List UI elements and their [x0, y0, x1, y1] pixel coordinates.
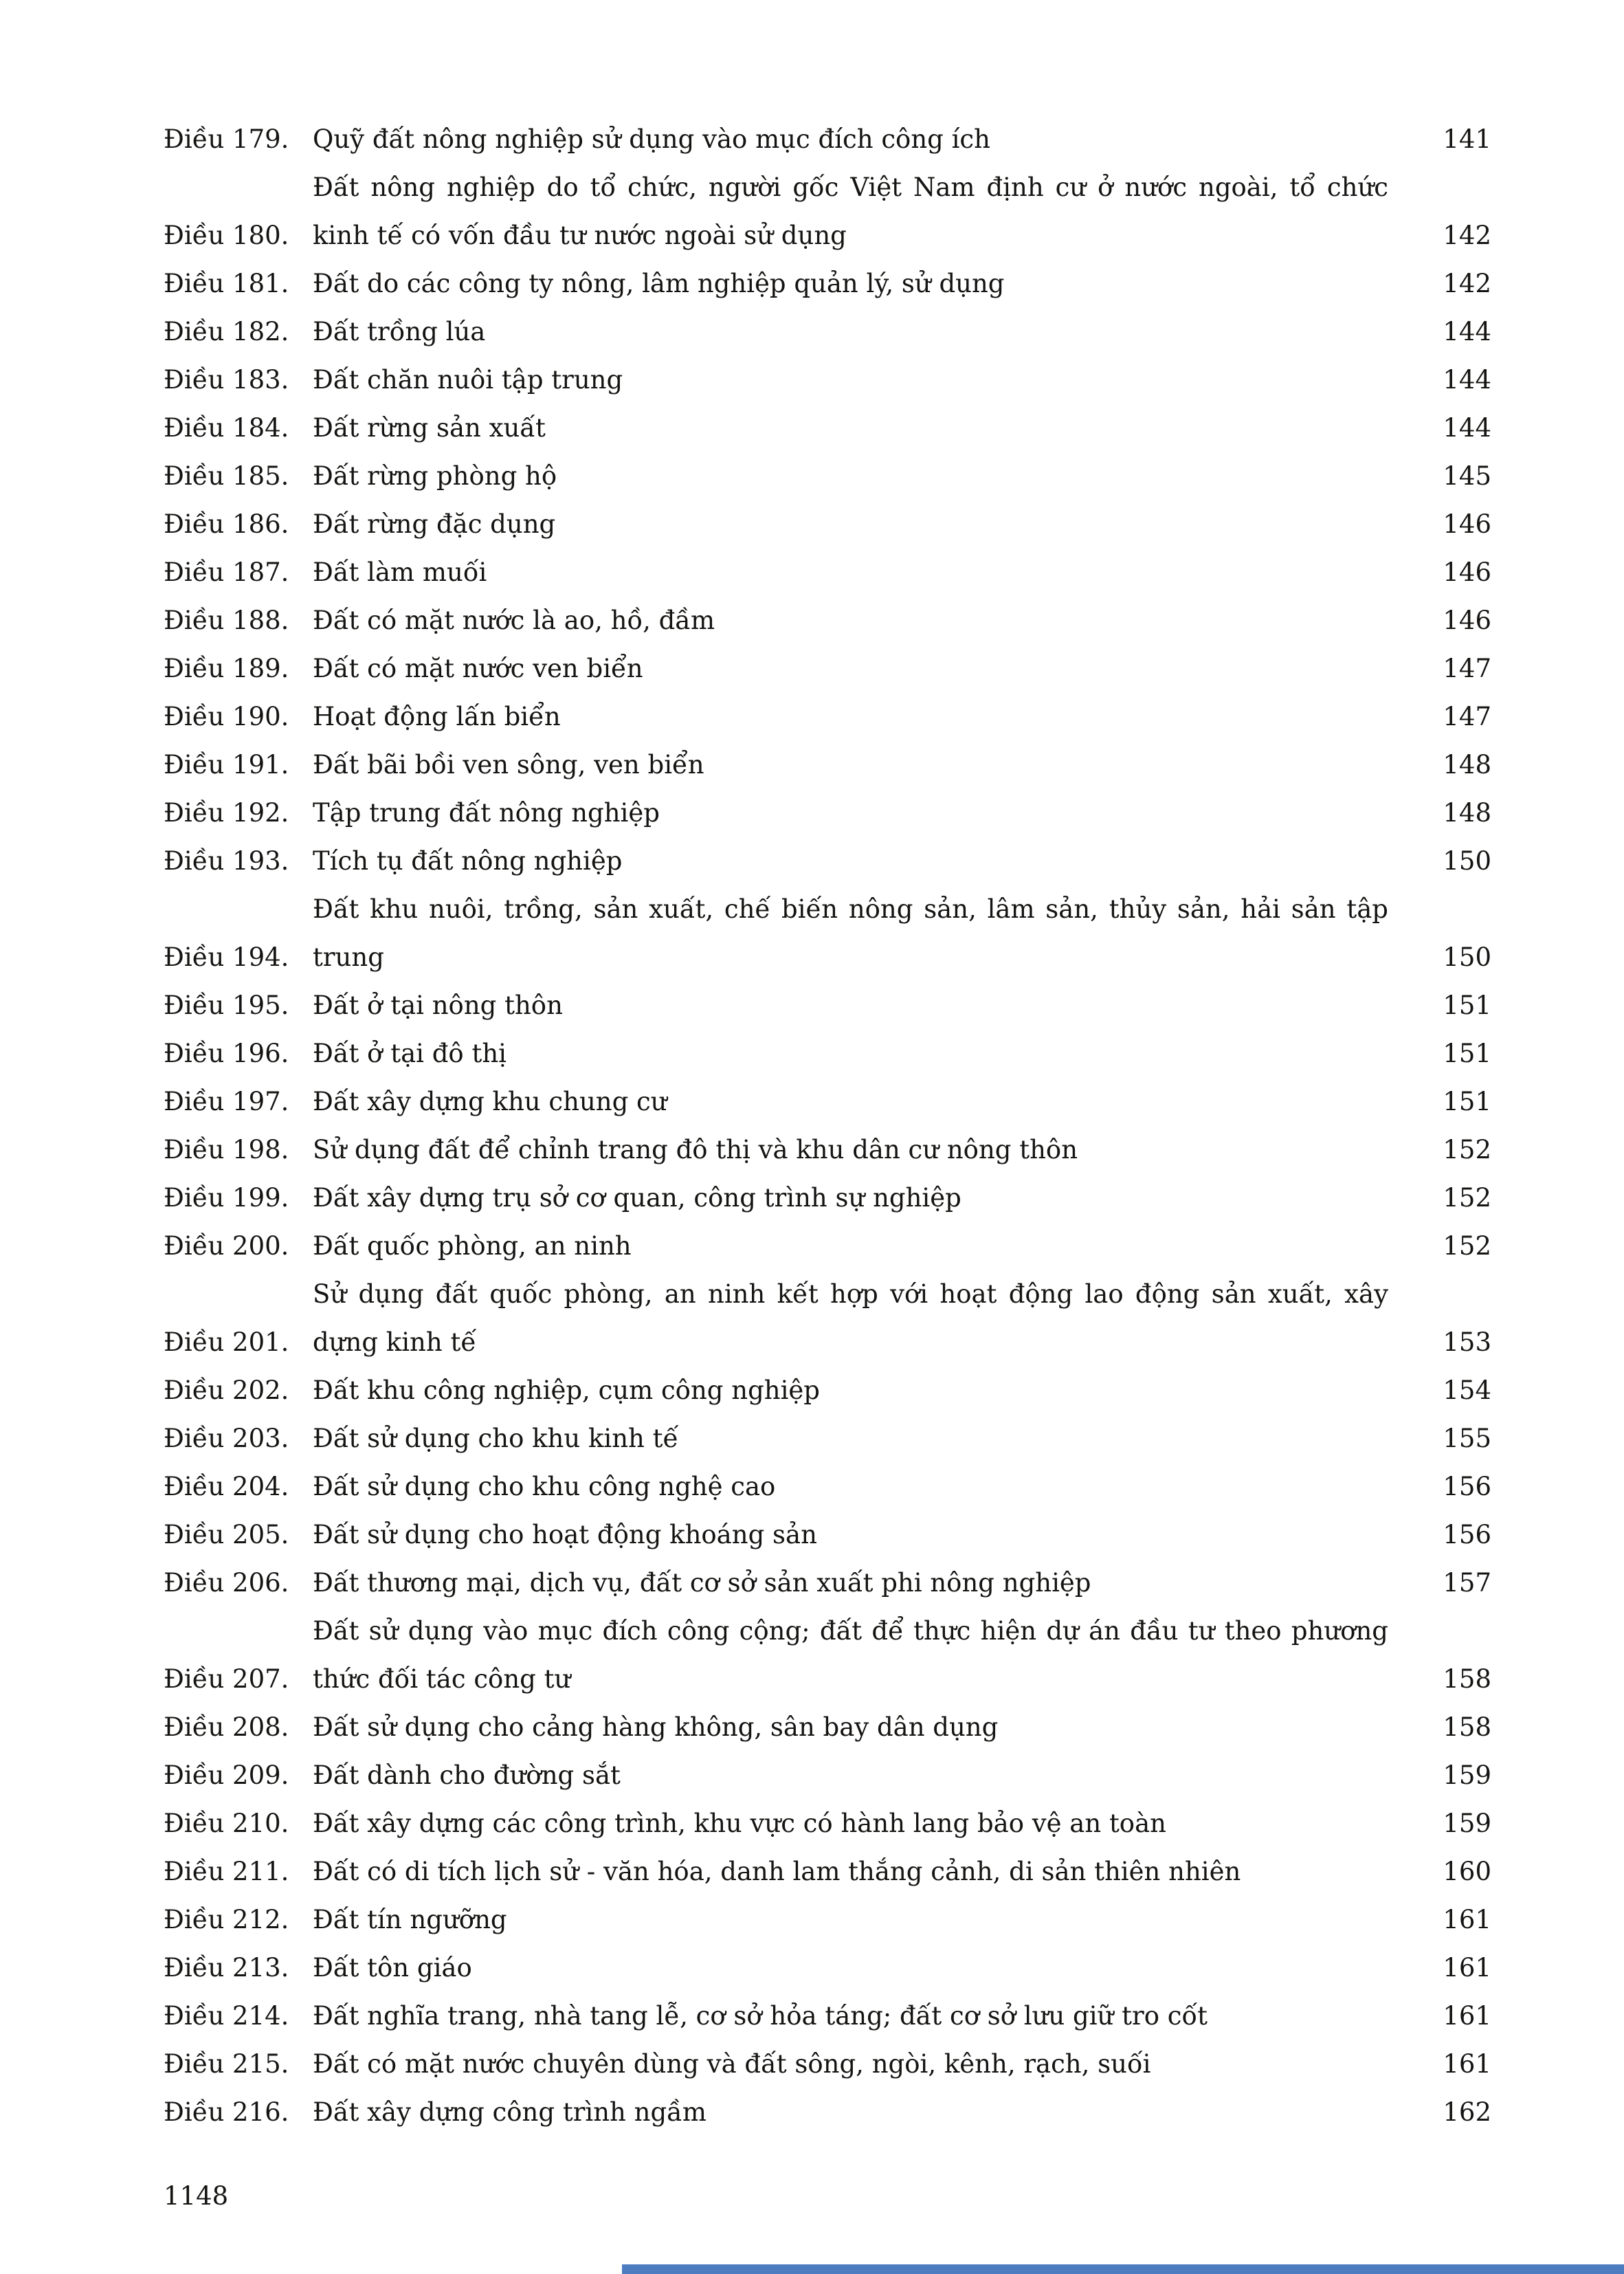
toc-entry	[164, 1703, 1491, 1752]
toc-entry-label: Điều 214.	[164, 2001, 289, 2031]
toc-entry-title: Sử dụng đất quốc phòng, an ninh kết hợp với hoạt động lao động sản xuất, xây dựng kinh tế	[313, 1279, 1388, 1357]
toc-entry-title: Đất sử dụng cho hoạt động khoáng sản	[313, 1520, 817, 1549]
toc-entry-title: Đất tôn giáo	[313, 1953, 472, 1983]
toc-entry-page: 144	[1443, 413, 1491, 443]
toc-entry-page: 161	[1443, 1905, 1491, 1934]
toc-entry-label: Điều 199.	[164, 1183, 289, 1213]
toc-entry-page: 154	[1443, 1376, 1491, 1405]
toc-entry-label: Điều 213.	[164, 1953, 289, 1983]
toc-entry-label: Điều 202.	[164, 1376, 289, 1405]
toc-entry-page: 142	[1443, 221, 1491, 250]
toc-entry	[164, 1126, 1491, 1174]
toc-entry-page: 155	[1443, 1424, 1491, 1453]
toc-entry-label: Điều 179.	[164, 124, 289, 154]
toc-entry-title: Đất khu nuôi, trồng, sản xuất, chế biến nông sản, lâm sản, thủy sản, hải sản tập trung	[313, 894, 1388, 972]
toc-entry-label: Điều 196.	[164, 1039, 289, 1068]
toc-entry-label: Điều 187.	[164, 558, 289, 587]
toc-entry-label: Điều 210.	[164, 1809, 289, 1838]
toc-entry	[164, 1367, 1491, 1415]
toc-entry-title: Đất có mặt nước ven biển	[313, 654, 643, 683]
toc-entry-label: Điều 204.	[164, 1472, 289, 1501]
toc-entry-page: 153	[1443, 1327, 1491, 1357]
toc-entry-label: Điều 183.	[164, 365, 289, 395]
toc-entry	[164, 2040, 1491, 2088]
toc-entry-page: 152	[1443, 1135, 1491, 1164]
toc-entry-title: Hoạt động lấn biển	[313, 702, 561, 731]
toc-entry-title: Quỹ đất nông nghiệp sử dụng vào mục đích công ích	[313, 124, 990, 154]
toc-entry	[164, 645, 1491, 693]
toc-entry-label: Điều 192.	[164, 798, 289, 828]
toc-entry-title: Đất ở tại nông thôn	[313, 991, 563, 1020]
toc-entry-page: 151	[1443, 1087, 1491, 1116]
toc-entry-title: Đất sử dụng cho khu công nghệ cao	[313, 1472, 776, 1501]
toc-entry	[164, 452, 1491, 500]
toc-entry-title: Đất rừng phòng hộ	[313, 461, 557, 491]
toc-entry-page: 145	[1443, 461, 1491, 491]
toc-entry-page: 150	[1443, 942, 1491, 972]
toc-entry-title: Tích tụ đất nông nghiệp	[313, 846, 623, 876]
toc-entry-label: Điều 189.	[164, 654, 289, 683]
toc-entry-page: 161	[1443, 1953, 1491, 1983]
toc-entry-title: Đất bãi bồi ven sông, ven biển	[313, 750, 704, 780]
toc-entry-label: Điều 193.	[164, 846, 289, 876]
toc-entry-page: 147	[1443, 654, 1491, 683]
toc-entry	[164, 1270, 1491, 1367]
toc-entry-title: Đất dành cho đường sắt	[313, 1760, 621, 1790]
toc-entry	[164, 549, 1491, 597]
toc-entry-title: Đất quốc phòng, an ninh	[313, 1231, 632, 1261]
toc-entry-page: 157	[1443, 1568, 1491, 1598]
toc-entry-page: 141	[1443, 124, 1491, 154]
toc-entry	[164, 1559, 1491, 1607]
toc-entry-title: Tập trung đất nông nghiệp	[313, 798, 660, 828]
footer-accent-bar	[622, 2264, 1624, 2274]
toc-entry-title: Đất có di tích lịch sử - văn hóa, danh lam thắng cảnh, di sản thiên nhiên	[313, 1857, 1241, 1886]
toc-entry	[164, 1463, 1491, 1511]
toc-entry-label: Điều 211.	[164, 1857, 289, 1886]
toc-entry-page: 142	[1443, 269, 1491, 298]
toc-entry	[164, 356, 1491, 404]
toc-entry-title: Đất tín ngưỡng	[313, 1905, 507, 1934]
toc-entry-page: 146	[1443, 558, 1491, 587]
toc-entry-page: 158	[1443, 1712, 1491, 1742]
toc-entry-page: 158	[1443, 1664, 1491, 1694]
toc-entry-page: 159	[1443, 1809, 1491, 1838]
toc-entry	[164, 1511, 1491, 1559]
toc-entry-label: Điều 200.	[164, 1231, 289, 1261]
toc-entry-label: Điều 209.	[164, 1760, 289, 1790]
toc-entry	[164, 1992, 1491, 2040]
toc-entry-title: Đất khu công nghiệp, cụm công nghiệp	[313, 1376, 820, 1405]
toc-entry-label: Điều 188.	[164, 606, 289, 635]
toc-entry-title: Đất rừng sản xuất	[313, 413, 546, 443]
toc-entry-label: Điều 212.	[164, 1905, 289, 1934]
toc-entry	[164, 1174, 1491, 1222]
toc-entry-title: Đất trồng lúa	[313, 317, 486, 346]
toc-entry	[164, 789, 1491, 837]
toc-entry-label: Điều 195.	[164, 991, 289, 1020]
toc-entry-title: Đất xây dựng trụ sở cơ quan, công trình sự nghiệp	[313, 1183, 961, 1213]
toc-entry-page: 151	[1443, 1039, 1491, 1068]
toc-entry-label: Điều 208.	[164, 1712, 289, 1742]
toc-entry-title: Sử dụng đất để chỉnh trang đô thị và khu dân cư nông thôn	[313, 1135, 1078, 1164]
toc-entry	[164, 1030, 1491, 1078]
toc-entry-label: Điều 203.	[164, 1424, 289, 1453]
toc-entry-page: 147	[1443, 702, 1491, 731]
toc-entry-label: Điều 191.	[164, 750, 289, 780]
toc-entry-page: 160	[1443, 1857, 1491, 1886]
toc-entry-title: Đất xây dựng công trình ngầm	[313, 2097, 707, 2127]
toc-entry-page: 151	[1443, 991, 1491, 1020]
toc-entry-title: Đất nông nghiệp do tổ chức, người gốc Việt Nam định cư ở nước ngoài, tổ chức kinh tế có vốn đầu tư nước ngoài sử dụng	[313, 173, 1388, 250]
toc-entry-title: Đất thương mại, dịch vụ, đất cơ sở sản xuất phi nông nghiệp	[313, 1568, 1091, 1598]
toc-entry-title: Đất sử dụng vào mục đích công cộng; đất để thực hiện dự án đầu tư theo phương thức đối tác công tư	[313, 1616, 1388, 1694]
toc-entry-label: Điều 180.	[164, 221, 289, 250]
toc-entry	[164, 1944, 1491, 1992]
toc-entry	[164, 2088, 1491, 2137]
toc-entry	[164, 885, 1491, 982]
toc-entry-label: Điều 201.	[164, 1327, 289, 1357]
toc-entry	[164, 1415, 1491, 1463]
toc-entry	[164, 500, 1491, 549]
toc-entry	[164, 1896, 1491, 1944]
toc-entry	[164, 1752, 1491, 1800]
toc-entry-label: Điều 184.	[164, 413, 289, 443]
toc-entry-label: Điều 198.	[164, 1135, 289, 1164]
toc-entry-page: 144	[1443, 317, 1491, 346]
page-number: 1148	[164, 2181, 229, 2211]
toc-entry-title: Đất nghĩa trang, nhà tang lễ, cơ sở hỏa táng; đất cơ sở lưu giữ tro cốt	[313, 2001, 1208, 2031]
toc-entry-title: Đất ở tại đô thị	[313, 1039, 507, 1068]
toc-entry-page: 146	[1443, 606, 1491, 635]
toc-entry-label: Điều 215.	[164, 2049, 289, 2079]
toc-entry-title: Đất có mặt nước là ao, hồ, đầm	[313, 606, 715, 635]
toc-entry-label: Điều 181.	[164, 269, 289, 298]
toc-entry	[164, 1222, 1491, 1270]
toc-entry	[164, 837, 1491, 885]
toc-entry	[164, 164, 1491, 260]
toc-entry	[164, 1607, 1491, 1703]
toc-entry-title: Đất sử dụng cho cảng hàng không, sân bay dân dụng	[313, 1712, 999, 1742]
toc-entry	[164, 1848, 1491, 1896]
toc-entry-title: Đất làm muối	[313, 558, 487, 587]
toc-entry-label: Điều 206.	[164, 1568, 289, 1598]
toc-entry	[164, 1078, 1491, 1126]
toc-entry-page: 148	[1443, 798, 1491, 828]
toc-entry-page: 161	[1443, 2049, 1491, 2079]
toc-entry-page: 156	[1443, 1520, 1491, 1549]
toc-list	[164, 115, 1491, 2137]
toc-entry	[164, 260, 1491, 308]
toc-entry-page: 150	[1443, 846, 1491, 876]
toc-entry-label: Điều 194.	[164, 942, 289, 972]
toc-entry-title: Đất xây dựng các công trình, khu vực có hành lang bảo vệ an toàn	[313, 1809, 1166, 1838]
toc-entry-title: Đất sử dụng cho khu kinh tế	[313, 1424, 679, 1453]
toc-entry-title: Đất chăn nuôi tập trung	[313, 365, 623, 395]
toc-entry-page: 156	[1443, 1472, 1491, 1501]
toc-entry-page: 162	[1443, 2097, 1491, 2127]
toc-entry-title: Đất có mặt nước chuyên dùng và đất sông, ngòi, kênh, rạch, suối	[313, 2049, 1151, 2079]
toc-entry	[164, 1800, 1491, 1848]
toc-entry	[164, 597, 1491, 645]
toc-entry	[164, 115, 1491, 164]
toc-entry-page: 161	[1443, 2001, 1491, 2031]
toc-entry	[164, 404, 1491, 452]
toc-entry-title: Đất do các công ty nông, lâm nghiệp quản lý, sử dụng	[313, 269, 1005, 298]
toc-entry-label: Điều 207.	[164, 1664, 289, 1694]
toc-entry-page: 144	[1443, 365, 1491, 395]
toc-entry-label: Điều 182.	[164, 317, 289, 346]
toc-entry-page: 152	[1443, 1231, 1491, 1261]
toc-entry-title: Đất rừng đặc dụng	[313, 509, 556, 539]
toc-entry	[164, 308, 1491, 356]
toc-entry-page: 152	[1443, 1183, 1491, 1213]
toc-entry-label: Điều 190.	[164, 702, 289, 731]
toc-entry-page: 148	[1443, 750, 1491, 780]
toc-entry-page: 146	[1443, 509, 1491, 539]
toc-entry	[164, 982, 1491, 1030]
toc-entry-label: Điều 205.	[164, 1520, 289, 1549]
toc-entry-label: Điều 216.	[164, 2097, 289, 2127]
toc-entry-page: 159	[1443, 1760, 1491, 1790]
toc-entry-label: Điều 186.	[164, 509, 289, 539]
toc-entry-label: Điều 185.	[164, 461, 289, 491]
toc-entry-title: Đất xây dựng khu chung cư	[313, 1087, 667, 1116]
toc-entry	[164, 693, 1491, 741]
toc-entry	[164, 741, 1491, 789]
toc-entry-label: Điều 197.	[164, 1087, 289, 1116]
